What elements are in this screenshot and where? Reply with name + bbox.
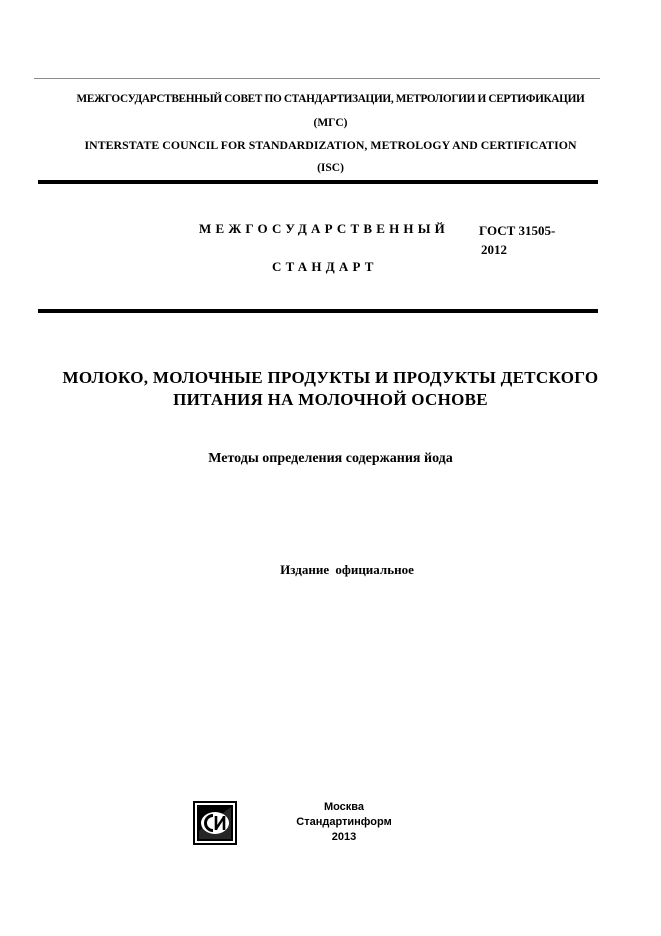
gost-code [479,221,589,259]
document-title [0,367,661,411]
publisher-block [270,800,418,845]
council-name-ru: МЕЖГОСУДАРСТВЕННЫЙ СОВЕТ ПО СТАНДАРТИЗАЦИИ, МЕТРОЛОГИИ И СЕРТИФИКАЦИИ [76,93,585,105]
standard-divider [38,309,598,313]
header-divider [38,180,598,184]
standard-type-line2: СТАНДАРТ [272,259,378,274]
top-divider [34,78,600,79]
gost-code-line2: 2012 [481,242,507,257]
council-name-en: INTERSTATE COUNCIL FOR STANDARDIZATION, METROLOGY AND CERTIFICATION [84,138,577,152]
publisher-year: 2013 [331,831,357,843]
council-abbr-en: (ISC) [317,162,344,174]
standartinform-logo-icon [193,801,237,845]
document-subtitle: Методы определения содержания йода [208,451,453,466]
publisher-name: Стандартинформ [296,816,392,828]
council-abbr-ru: (МГС) [313,117,348,129]
publisher-city: Москва [323,801,365,813]
document-title-line2: ПИТАНИЯ НА МОЛОЧНОЙ ОСНОВЕ [173,390,488,409]
gost-code-line1: ГОСТ 31505- [479,223,556,238]
document-title-line1: МОЛОКО, МОЛОЧНЫЕ ПРОДУКТЫ И ПРОДУКТЫ ДЕТСКОГО [62,368,599,387]
edition-label: Издание официальное [280,562,414,577]
standard-type-line1: МЕЖГОСУДАРСТВЕННЫЙ [199,221,449,236]
